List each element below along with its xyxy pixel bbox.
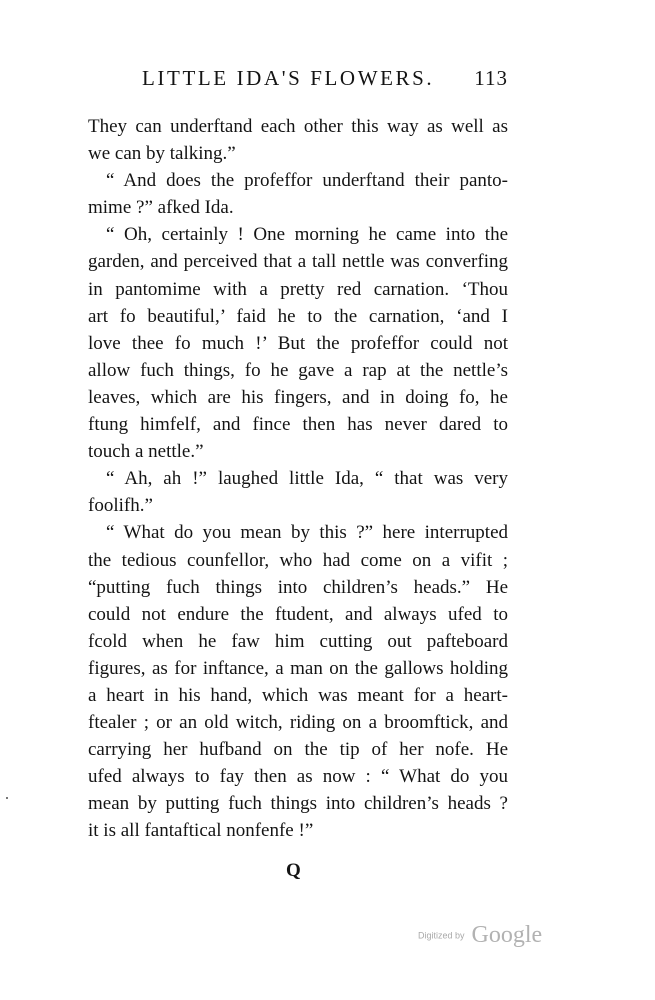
text-line: ufed always to fay then as now : “ What do you <box>88 766 508 788</box>
signature-mark: Q <box>286 860 301 881</box>
text-line: in pantomime with a pretty red carnation. ‘Thou <box>88 278 508 300</box>
text-line: a heart in his hand, which was meant for a heart- <box>88 684 508 706</box>
text-line: fcold when he faw him cutting out pafteboard <box>88 630 508 652</box>
text-line: leaves, which are his fingers, and in doing fo, he <box>88 386 508 408</box>
text-line: mime ?” afked Ida. <box>88 197 234 219</box>
text-line: the tedious counfellor, who had come on a vifit ; <box>88 549 508 571</box>
text-line: carrying her hufband on the tip of her nofe. He <box>88 739 508 761</box>
running-head <box>88 66 508 96</box>
text-line: “putting fuch things into children’s heads.” He <box>88 576 508 598</box>
text-line: it is all fantaftical nonfenfe !” <box>88 820 314 842</box>
text-line: mean by putting fuch things into children’s heads ? <box>88 793 508 815</box>
google-wordmark: Google <box>471 922 543 948</box>
text-line: “ What do you mean by this ?” here interrupted <box>106 522 508 544</box>
text-line: They can underftand each other this way as well as <box>88 116 508 137</box>
text-line: “ And does the profeffor underftand their panto- <box>106 170 508 192</box>
text-line: love thee fo much !’ But the profeffor could not <box>88 332 508 354</box>
text-line: allow fuch things, fo he gave a rap at the nettle’s <box>88 359 508 381</box>
text-line: “ Ah, ah !” laughed little Ida, “ that was very <box>106 468 508 490</box>
text-line: foolifh.” <box>88 495 153 517</box>
body-text <box>88 113 508 845</box>
text-line: figures, as for inftance, a man on the gallows holding <box>88 657 508 679</box>
digitized-by-label: Digitized by <box>418 930 465 941</box>
page-number: 113 <box>474 66 508 90</box>
margin-speck <box>6 797 8 799</box>
text-line: could not endure the ftudent, and always ufed to <box>88 603 508 625</box>
text-line: art fo beautiful,’ faid he to the carnation, ‘and I <box>88 305 508 327</box>
text-line: we can by talking.” <box>88 143 236 165</box>
text-line: ftung himfelf, and fince then has never dared to <box>88 414 508 436</box>
digitized-by-watermark <box>418 922 542 949</box>
text-line: “ Oh, certainly ! One morning he came into the <box>106 224 508 246</box>
text-line: garden, and perceived that a tall nettle was converfing <box>88 251 508 273</box>
text-line: touch a nettle.” <box>88 441 204 463</box>
text-line: ftealer ; or an old witch, riding on a broomftick, and <box>88 712 508 734</box>
running-title: LITTLE IDA'S FLOWERS. <box>142 66 435 90</box>
